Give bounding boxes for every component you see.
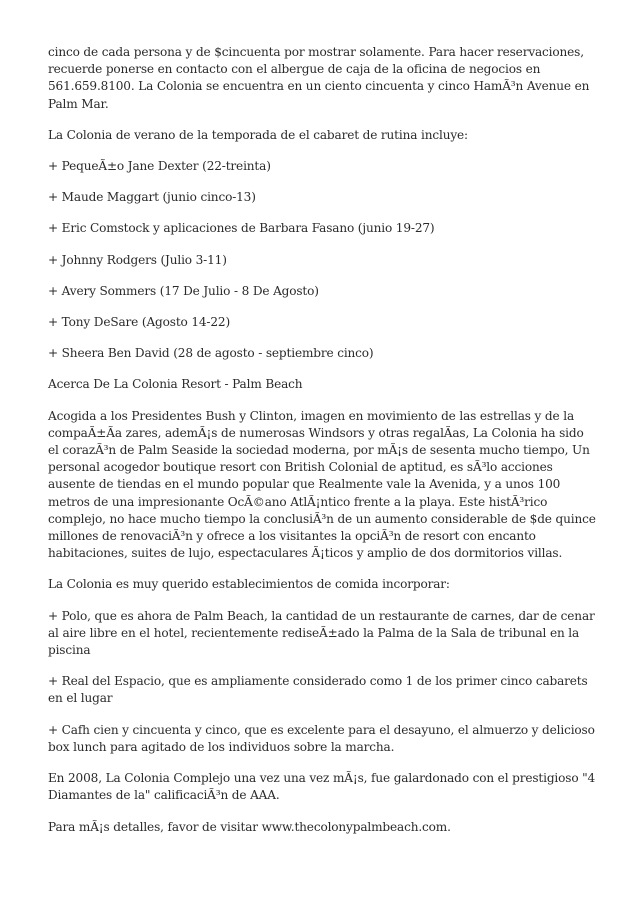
document-body	[48, 44, 596, 850]
list-item-cabaret: + Johnny Rodgers (Julio 3-11)	[48, 252, 227, 267]
list-item-cabaret: + PequeÃ±o Jane Dexter (22-treinta)	[48, 159, 271, 174]
list-item-dining: + Real del Espacio, que es ampliamente considerado como 1 de los primer cinco cabarets en el lugar	[48, 674, 588, 706]
paragraph-cabaret-intro: La Colonia de verano de la temporada de el cabaret de rutina incluye:	[48, 127, 468, 142]
list-item-cabaret: + Eric Comstock y aplicaciones de Barbara Fasano (junio 19-27)	[48, 221, 435, 236]
list-item-cabaret: + Maude Maggart (junio cinco-13)	[48, 190, 256, 205]
section-heading-about: Acerca De La Colonia Resort - Palm Beach	[48, 377, 303, 392]
paragraph-details: Para mÃ¡s detalles, favor de visitar www.thecolonypalmbeach.com.	[48, 819, 451, 834]
list-item-cabaret: + Avery Sommers (17 De Julio - 8 De Agosto)	[48, 283, 319, 298]
paragraph-about: Acogida a los Presidentes Bush y Clinton, imagen en movimiento de las estrellas y de la compaÃ±Ãa zares, ademÃ¡s de numerosas Windsors y otras regalÃas, La Colonia ha sido el corazÃ³n de Palm Seaside la sociedad moderna, por mÃ¡s de sesenta mucho tiempo, Un personal acogedor boutique resort con British Colonial de aptitud, es sÃ³lo acciones ausente de tiendas en el mundo popular que Realmente vale la Avenida, y a unos 100 metros de una impresionante OcÃ©ano AtlÃ¡ntico frente a la playa. Este histÃ³rico complejo, no hace mucho tiempo la conclusiÃ³n de un aumento considerable de $de quince millones de renovaciÃ³n y ofrece a los visitantes la opciÃ³n de resort con encanto habitaciones, suites de lujo, espectaculares Ã¡ticos y amplio de dos dormitorios villas.	[48, 408, 596, 561]
list-item-dining: + Cafh cien y cincuenta y cinco, que es excelente para el desayuno, el almuerzo y delicioso box lunch para agitado de los individuos sobre la marcha.	[48, 722, 595, 754]
list-item-cabaret: + Tony DeSare (Agosto 14-22)	[48, 315, 231, 330]
paragraph-award: En 2008, La Colonia Complejo una vez una vez mÃ¡s, fue galardonado con el prestigioso "4 Diamantes de la" calificaciÃ³n de AAA.	[48, 771, 596, 803]
list-item-dining: + Polo, que es ahora de Palm Beach, la cantidad de un restaurante de carnes, dar de cenar al aire libre en el hotel, recientemente rediseÃ±ado la Palma de la Sala de tribunal en la piscina	[48, 608, 595, 658]
list-item-cabaret: + Sheera Ben David (28 de agosto - septiembre cinco)	[48, 346, 374, 361]
paragraph-dining-intro: La Colonia es muy querido establecimientos de comida incorporar:	[48, 577, 450, 592]
paragraph-reservations: cinco de cada persona y de $cincuenta por mostrar solamente. Para hacer reservaciones, recuerde ponerse en contacto con el albergue de caja de la oficina de negocios en 561.659.8100. La Colonia se encuentra en un ciento cincuenta y cinco HamÃ³n Avenue en Palm Mar.	[48, 45, 590, 111]
